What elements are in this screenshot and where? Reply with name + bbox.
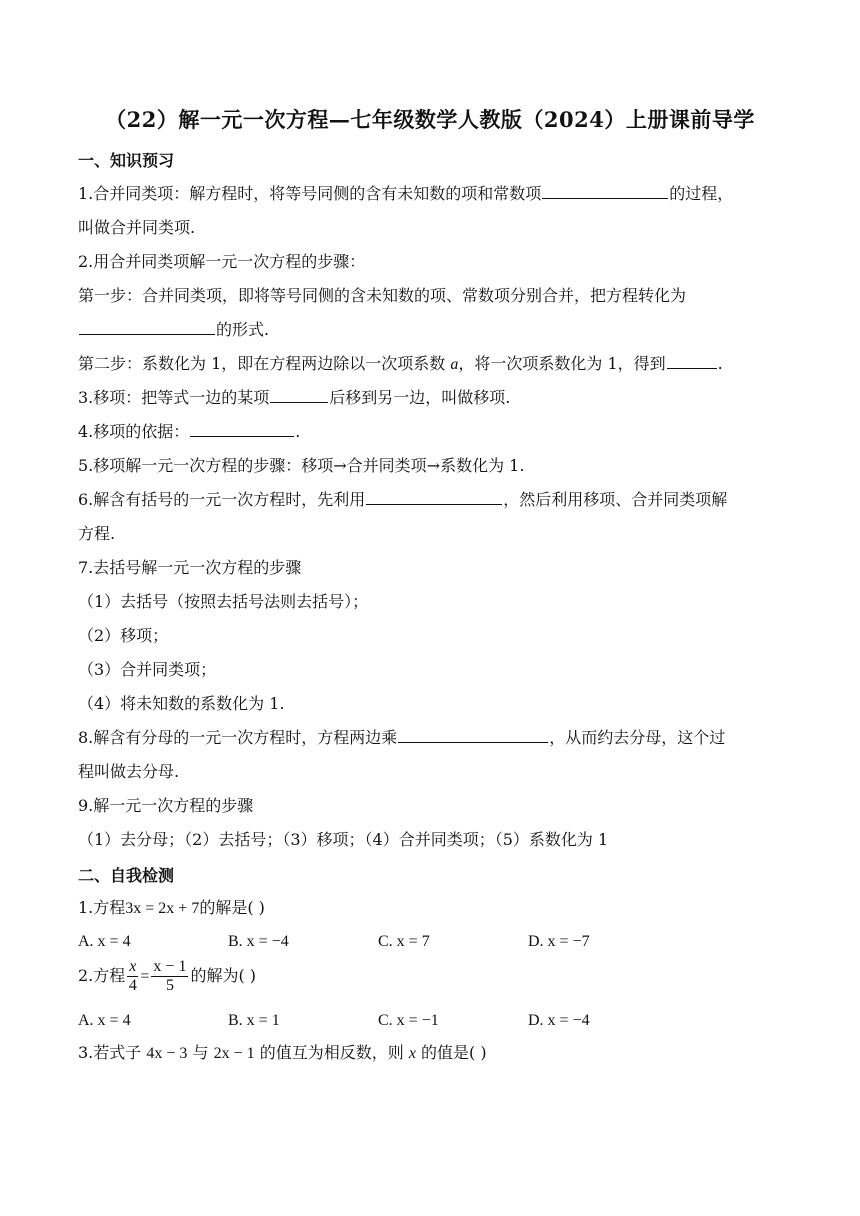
item-7: 7.去括号解一元一次方程的步骤 — [78, 558, 302, 577]
item-2-step-1: 第一步：合并同类项，即将等号同侧的含未知数的项、常数项分别合并，把方程转化为 — [78, 286, 687, 305]
question-1: 1.方程3x = 2x + 7的解是( ) — [78, 898, 265, 917]
option-d[interactable]: D. x = −7 — [528, 933, 590, 950]
item-9-steps: （1）去分母；（2）去括号；（3）移项；（4）合并同类项；（5）系数化为 1 — [78, 830, 609, 849]
item-2-step-1-cont: 的形式. — [78, 319, 269, 341]
item-5: 5.移项解一元一次方程的步骤：移项→合并同类项→系数化为 1. — [78, 456, 525, 475]
answer-blank[interactable] — [667, 354, 717, 369]
item-1-line-2: 叫做合并同类项. — [78, 218, 196, 237]
item-8-line-2: 程叫做去分母. — [78, 762, 180, 781]
option-a[interactable]: A. x = 4 — [78, 933, 131, 950]
option-c[interactable]: C. x = 7 — [378, 933, 430, 950]
item-2: 2.用合并同类项解一元一次方程的步骤： — [78, 252, 366, 271]
expression-1: 4x − 3 — [146, 1045, 188, 1062]
item-6-line-2: 方程. — [78, 524, 116, 543]
section-heading-selftest: 二、自我检测 — [78, 866, 175, 885]
item-2-step-2: 第二步：系数化为 1，即在方程两边除以一次项系数 a，将一次项系数化为 1，得到 . — [78, 354, 723, 373]
section-heading-preview: 一、知识预习 — [78, 151, 175, 170]
expression-2: 2x − 1 — [213, 1045, 255, 1062]
equation: 3x = 2x + 7 — [125, 900, 200, 917]
item-9: 9.解一元一次方程的步骤 — [78, 796, 254, 815]
item-7-step-2: （2）移项； — [78, 626, 169, 645]
item-3: 3.移项：把等式一边的某项 后移到另一边，叫做移项. — [78, 388, 511, 407]
answer-blank[interactable] — [79, 320, 215, 335]
item-6-line-1: 6.解含有括号的一元一次方程时，先利用 ，然后利用移项、合并同类项解 — [78, 490, 728, 509]
answer-blank[interactable] — [366, 490, 502, 505]
fraction-left: $\frac{x}{4}$ — [128, 958, 137, 994]
answer-blank[interactable] — [270, 388, 328, 403]
item-7-step-3: （3）合并同类项； — [78, 660, 217, 679]
item-8-line-1: 8.解含有分母的一元一次方程时，方程两边乘 ，从而约去分母，这个过 — [78, 728, 726, 747]
option-a[interactable]: A. x = 4 — [78, 1012, 131, 1029]
item-4: 4.移项的依据： . — [78, 422, 301, 441]
item-7-step-1: （1）去括号（按照去括号法则去括号）； — [78, 592, 369, 611]
fraction-right: $\frac{x - 1}{5}$ — [153, 958, 187, 994]
option-b[interactable]: B. x = 1 — [228, 1012, 280, 1029]
question-2: 2.方程 $\frac{x}{4}$ = $\frac{x - 1}{5}$ 的解为( ) — [78, 958, 257, 994]
answer-blank[interactable] — [542, 184, 668, 199]
page-title: （22）解一元一次方程—七年级数学人教版（2024）上册课前导学 — [105, 107, 755, 132]
option-d[interactable]: D. x = −4 — [528, 1012, 590, 1029]
item-1-line-1: 1.合并同类项：解方程时，将等号同侧的含有未知数的项和常数项 的过程， — [78, 184, 734, 203]
option-c[interactable]: C. x = −1 — [378, 1012, 439, 1029]
answer-blank[interactable] — [398, 728, 548, 743]
option-b[interactable]: B. x = −4 — [228, 933, 289, 950]
answer-blank[interactable] — [190, 422, 294, 437]
item-7-step-4: （4）将未知数的系数化为 1. — [78, 694, 285, 713]
question-3: 3.若式子 4x − 3 与 2x − 1 的值互为相反数，则 x 的值是( ) — [78, 1043, 487, 1062]
